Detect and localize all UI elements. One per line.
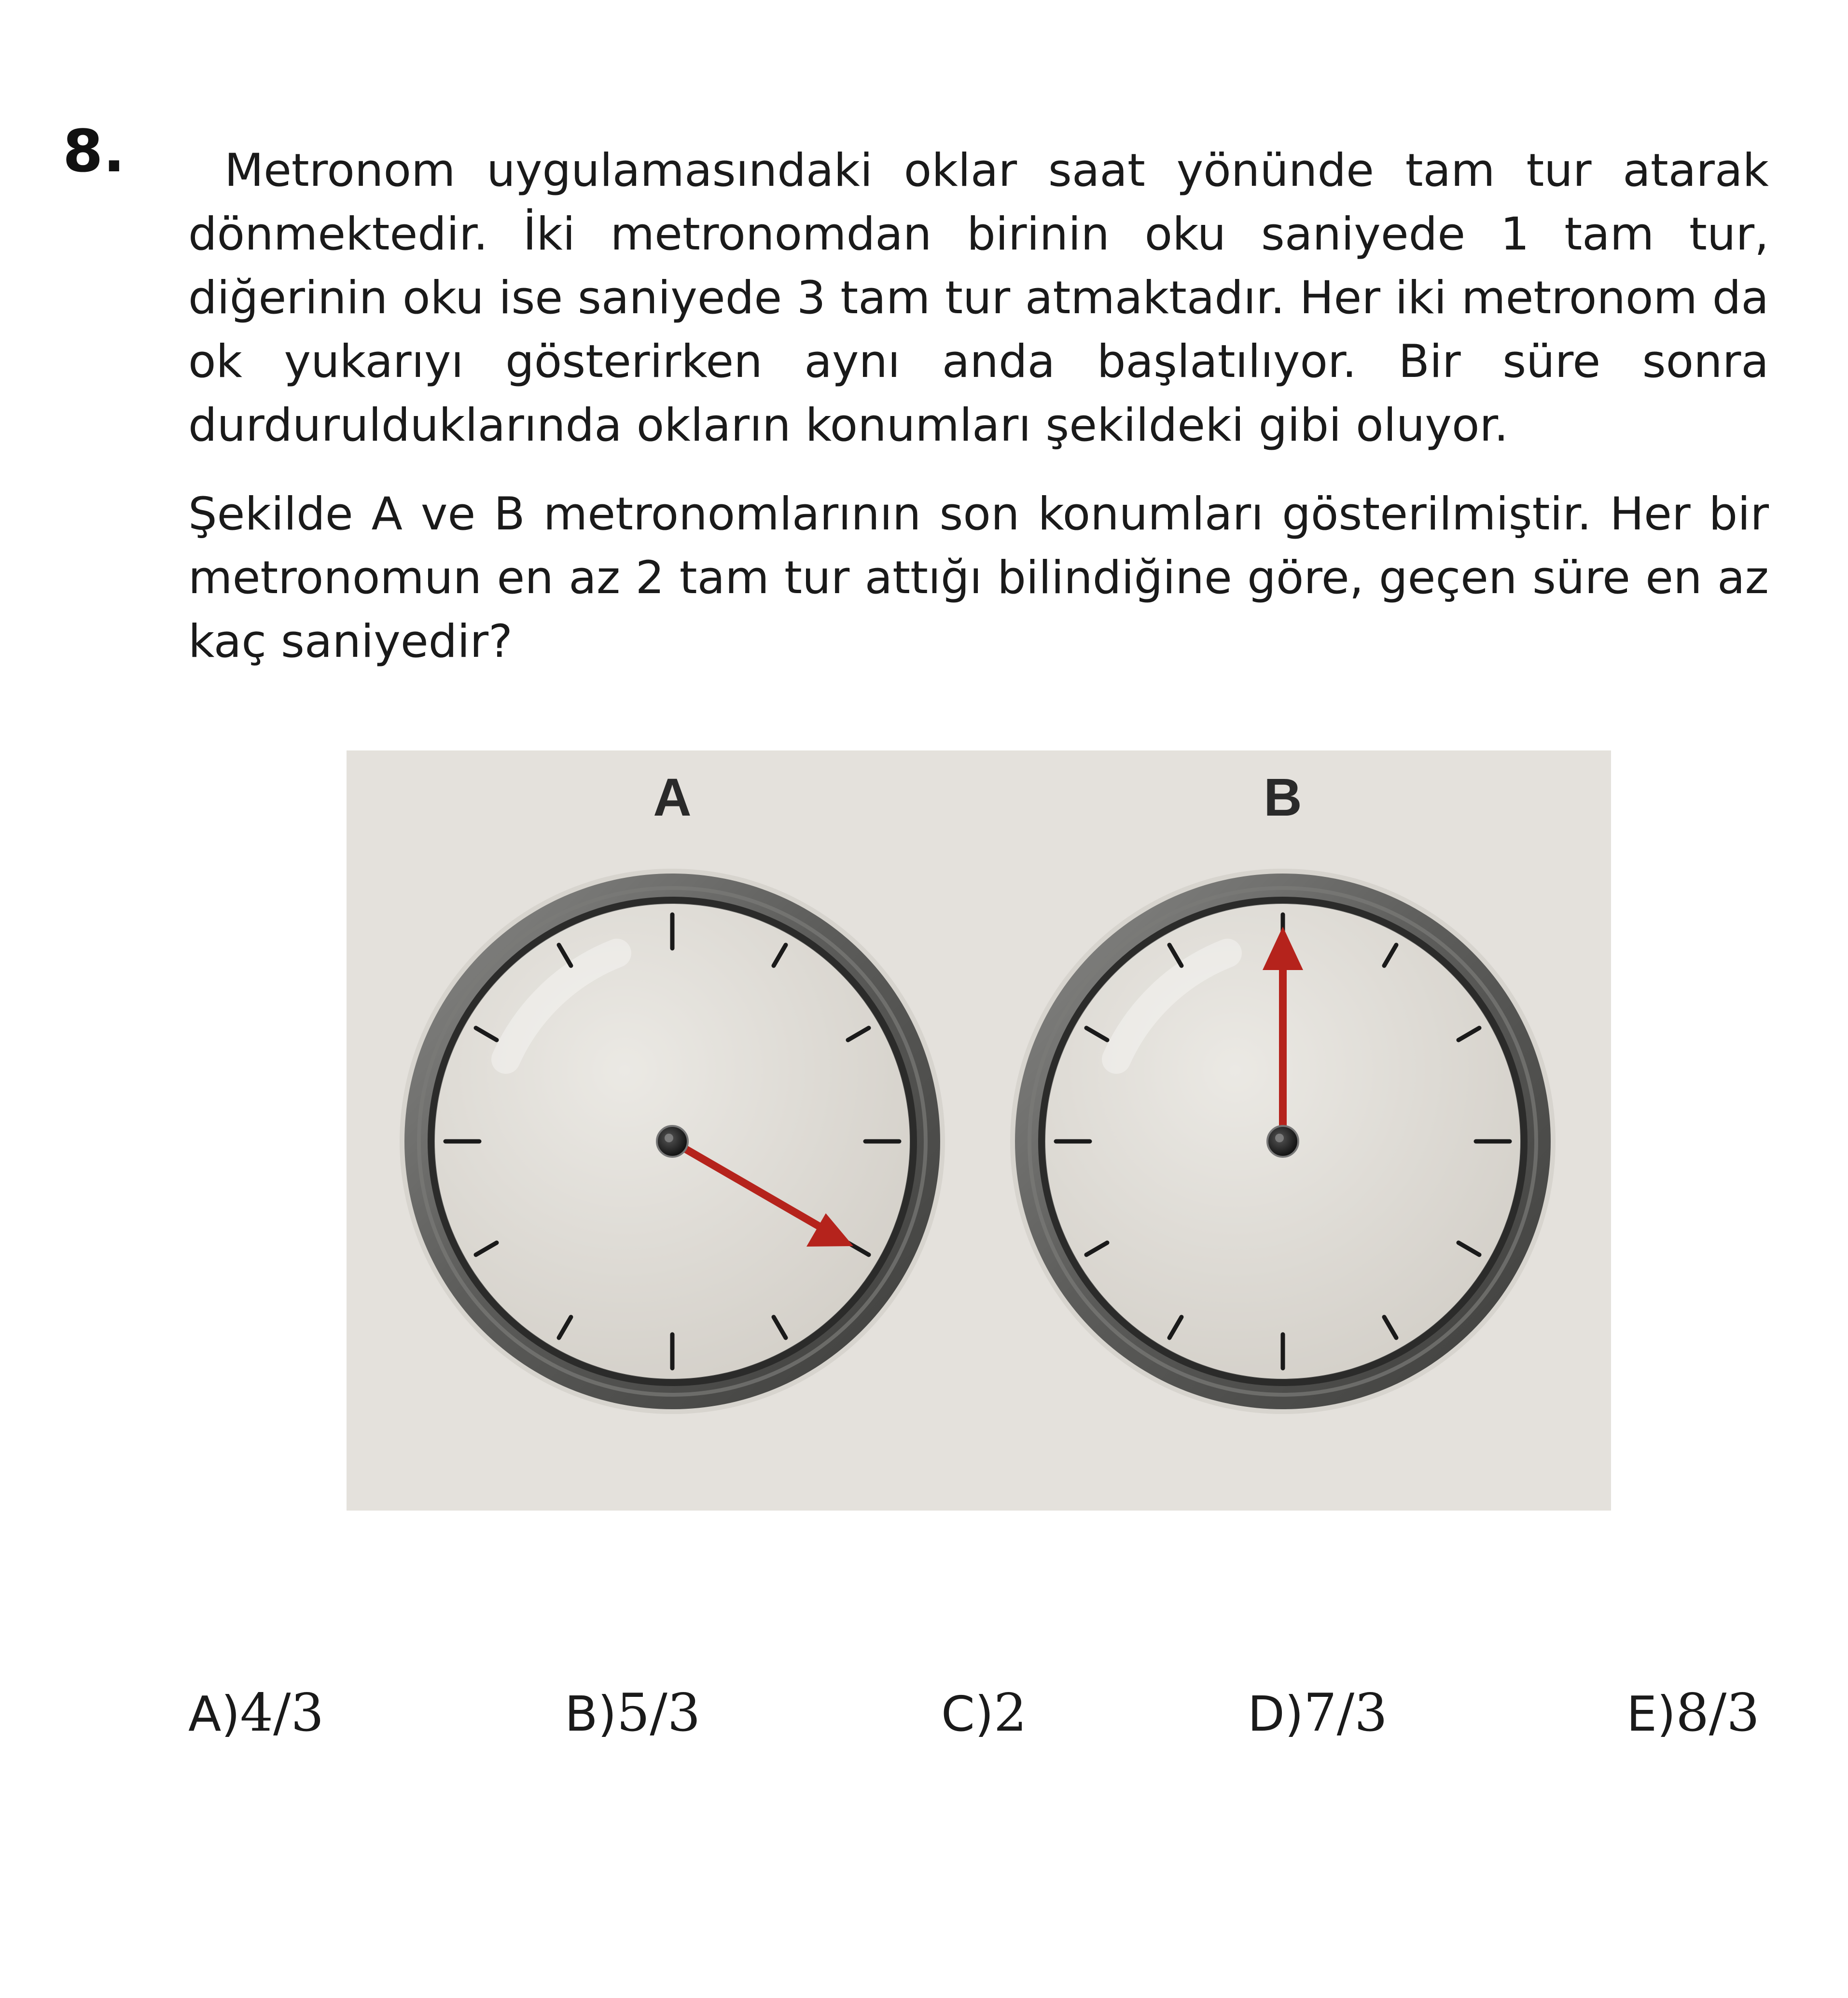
answer-option-value: 5/3 bbox=[616, 1683, 701, 1743]
answer-option-value: 8/3 bbox=[1676, 1683, 1760, 1743]
answer-option-b[interactable] bbox=[565, 1679, 700, 1748]
answer-choices bbox=[188, 1679, 1769, 1747]
answer-option-label: A) bbox=[188, 1686, 240, 1742]
answer-option-c[interactable] bbox=[941, 1679, 1027, 1748]
dial-a-hub bbox=[657, 1126, 688, 1157]
dial-a bbox=[400, 768, 945, 1414]
dial-b bbox=[1010, 768, 1556, 1414]
metronome-figure bbox=[347, 750, 1611, 1511]
answer-option-label: E) bbox=[1626, 1686, 1676, 1742]
question-number: 8. bbox=[63, 118, 125, 185]
dial-b-label: B bbox=[1264, 768, 1302, 827]
answer-option-value: 7/3 bbox=[1304, 1683, 1388, 1743]
metronome-illustration bbox=[347, 750, 1611, 1511]
answer-option-value: 2 bbox=[993, 1683, 1027, 1743]
dial-b-hub bbox=[1267, 1126, 1298, 1157]
question-paragraph-1: Metronom uygulamasındaki oklar saat yönünde tam tur atarak dönmektedir. İki metronomdan birinin oku saniyede 1 tam tur, diğerinin oku ise saniyede 3 tam tur atmaktadır. Her iki metronom da ok yukarıyı gösterirken aynı anda başlatılıyor. Bir süre sonra durdurulduklarında okların konumları şekildeki gibi oluyor. bbox=[188, 144, 1769, 452]
answer-option-label: B) bbox=[565, 1686, 617, 1742]
dial-a-label: A bbox=[653, 768, 692, 827]
answer-option-label: D) bbox=[1248, 1686, 1304, 1742]
answer-option-e[interactable] bbox=[1626, 1679, 1760, 1748]
answer-option-d[interactable] bbox=[1248, 1679, 1388, 1748]
answer-option-a[interactable] bbox=[188, 1679, 324, 1748]
question-paragraph-2: Şekilde A ve B metronomlarının son konumları gösterilmiştir. Her bir metronomun en az 2 tam tur attığı bilindiğine göre, geçen süre en az kaç saniyedir? bbox=[188, 488, 1769, 668]
answer-option-value: 4/3 bbox=[240, 1683, 324, 1743]
answer-option-label: C) bbox=[941, 1686, 994, 1742]
